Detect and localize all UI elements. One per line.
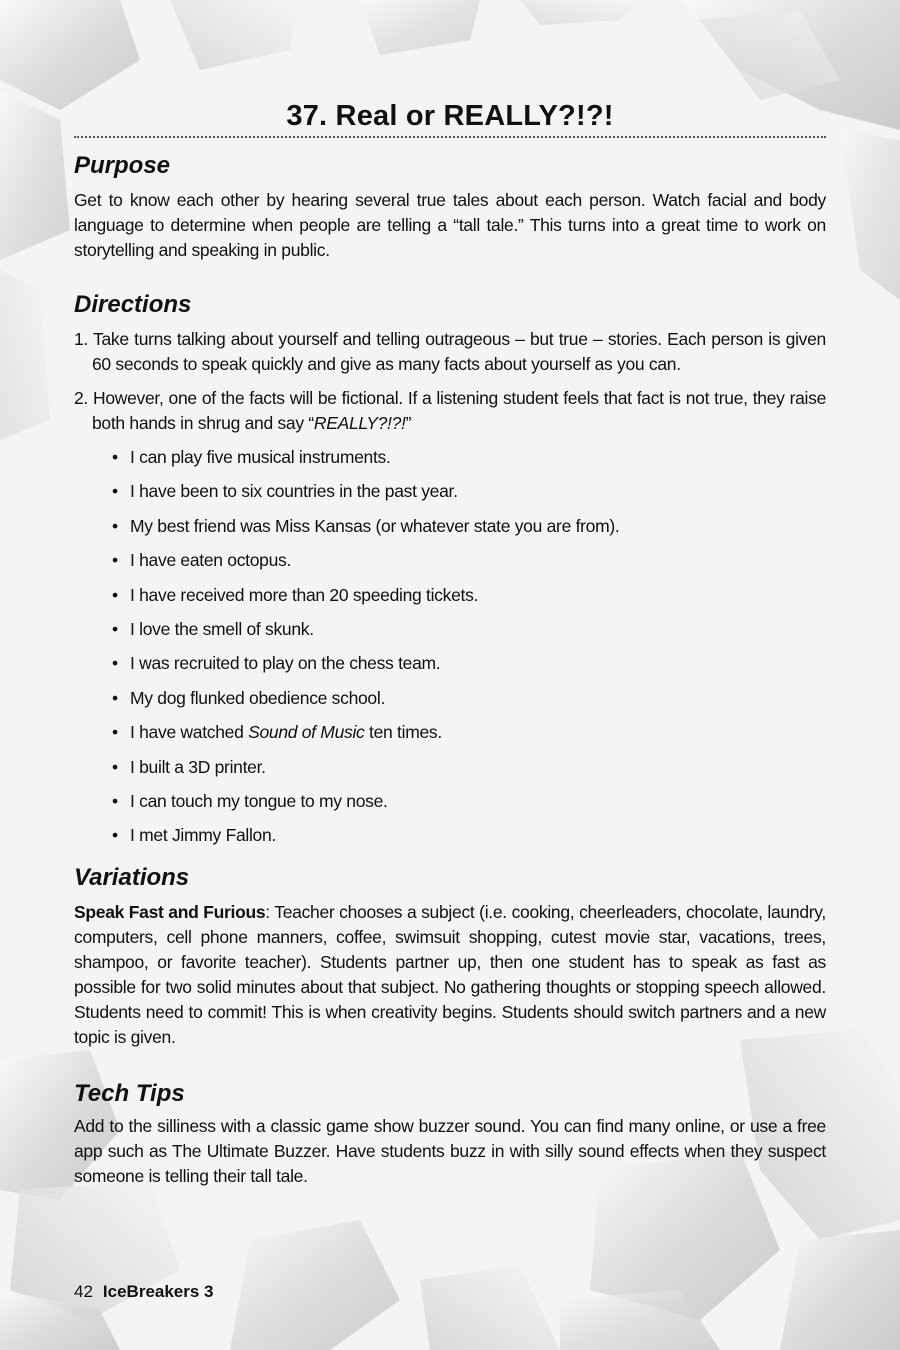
variations-heading: Variations: [74, 863, 190, 891]
list-item: • I have eaten octopus.: [112, 548, 826, 582]
page-number: 42: [74, 1282, 93, 1301]
list-item: [112, 720, 826, 754]
purpose-text: Get to know each other by hearing several true tales about each person. Watch facial and body language to determine when people are telling a “tall tale.” This turns into a great time to work on storytelling and speaking in public.: [74, 190, 826, 260]
direction-step-2-text: 2. However, one of the facts will be fictional. If a listening student feels that fact is not true, they raise both hands in shrug and say “: [74, 388, 826, 433]
fact-examples-list: [74, 445, 826, 858]
tech-tips-text: Add to the silliness with a classic game show buzzer sound. You can find many online, or use a free app such as The Ultimate Buzzer. Have students buzz in with silly sound effects when they suspect someone is telling their tall tale.: [74, 1115, 826, 1186]
tech-tips-section: [74, 1078, 826, 1189]
list-item: • I was recruited to play on the chess team.: [112, 651, 826, 685]
variations-section: [74, 862, 826, 1050]
list-item: • I love the smell of skunk.: [112, 617, 826, 651]
purpose-section: [74, 150, 826, 263]
list-item: • I built a 3D printer.: [112, 755, 826, 789]
directions-list: [74, 327, 826, 436]
list-item: • My dog flunked obedience school.: [112, 686, 826, 720]
page-title: 37. Real or REALLY?!?!: [286, 100, 614, 132]
variations-text: [74, 900, 826, 1050]
list-item: • My best friend was Miss Kansas (or whatever state you are from).: [112, 514, 826, 548]
list-item: • I have been to six countries in the past year.: [112, 479, 826, 513]
list-item: • I can touch my tongue to my nose.: [112, 789, 826, 823]
title-divider: [74, 136, 826, 138]
directions-heading: Directions: [74, 291, 192, 318]
list-item-text: ten times.: [364, 722, 442, 743]
tech-tips-heading: Tech Tips: [74, 1079, 185, 1107]
list-item: • I can play five musical instruments.: [112, 445, 826, 479]
direction-step-2: [74, 386, 826, 436]
variation-name: Speak Fast and Furious: [74, 901, 266, 922]
list-item: • I have received more than 20 speeding tickets.: [112, 583, 826, 617]
movie-title: Sound of Music: [248, 722, 365, 743]
page-content: [74, 98, 826, 1189]
really-exclamation: REALLY?!?!: [313, 413, 406, 433]
purpose-heading: Purpose: [74, 152, 171, 179]
list-item-text: I have watched: [130, 722, 249, 743]
page-footer: [74, 1280, 214, 1304]
direction-step-2-close-quote: ”: [405, 413, 412, 433]
list-item: • I met Jimmy Fallon.: [112, 823, 826, 857]
directions-section: [74, 289, 826, 858]
direction-step-1: 1. Take turns talking about yourself and telling outrageous – but true – stories. Each person is given 60 seconds to speak quickly and give as many facts about yourself as you can.: [74, 329, 826, 374]
book-title: IceBreakers 3: [102, 1282, 214, 1301]
variation-description: : Teacher chooses a subject (i.e. cooking, cheerleaders, chocolate, laundry, computers, cell phone manners, coffee, swimsuit shopping, cutest movie star, vacations, trees, shampoo, or favorite teacher). Students partner up, then one student has to speak as fast as possible for two solid minutes about that subject. No gathering thoughts or stopping speech allowed. Students need to commit! This is when creativity begins. Students should switch partners and a new topic is given.: [74, 901, 826, 1047]
